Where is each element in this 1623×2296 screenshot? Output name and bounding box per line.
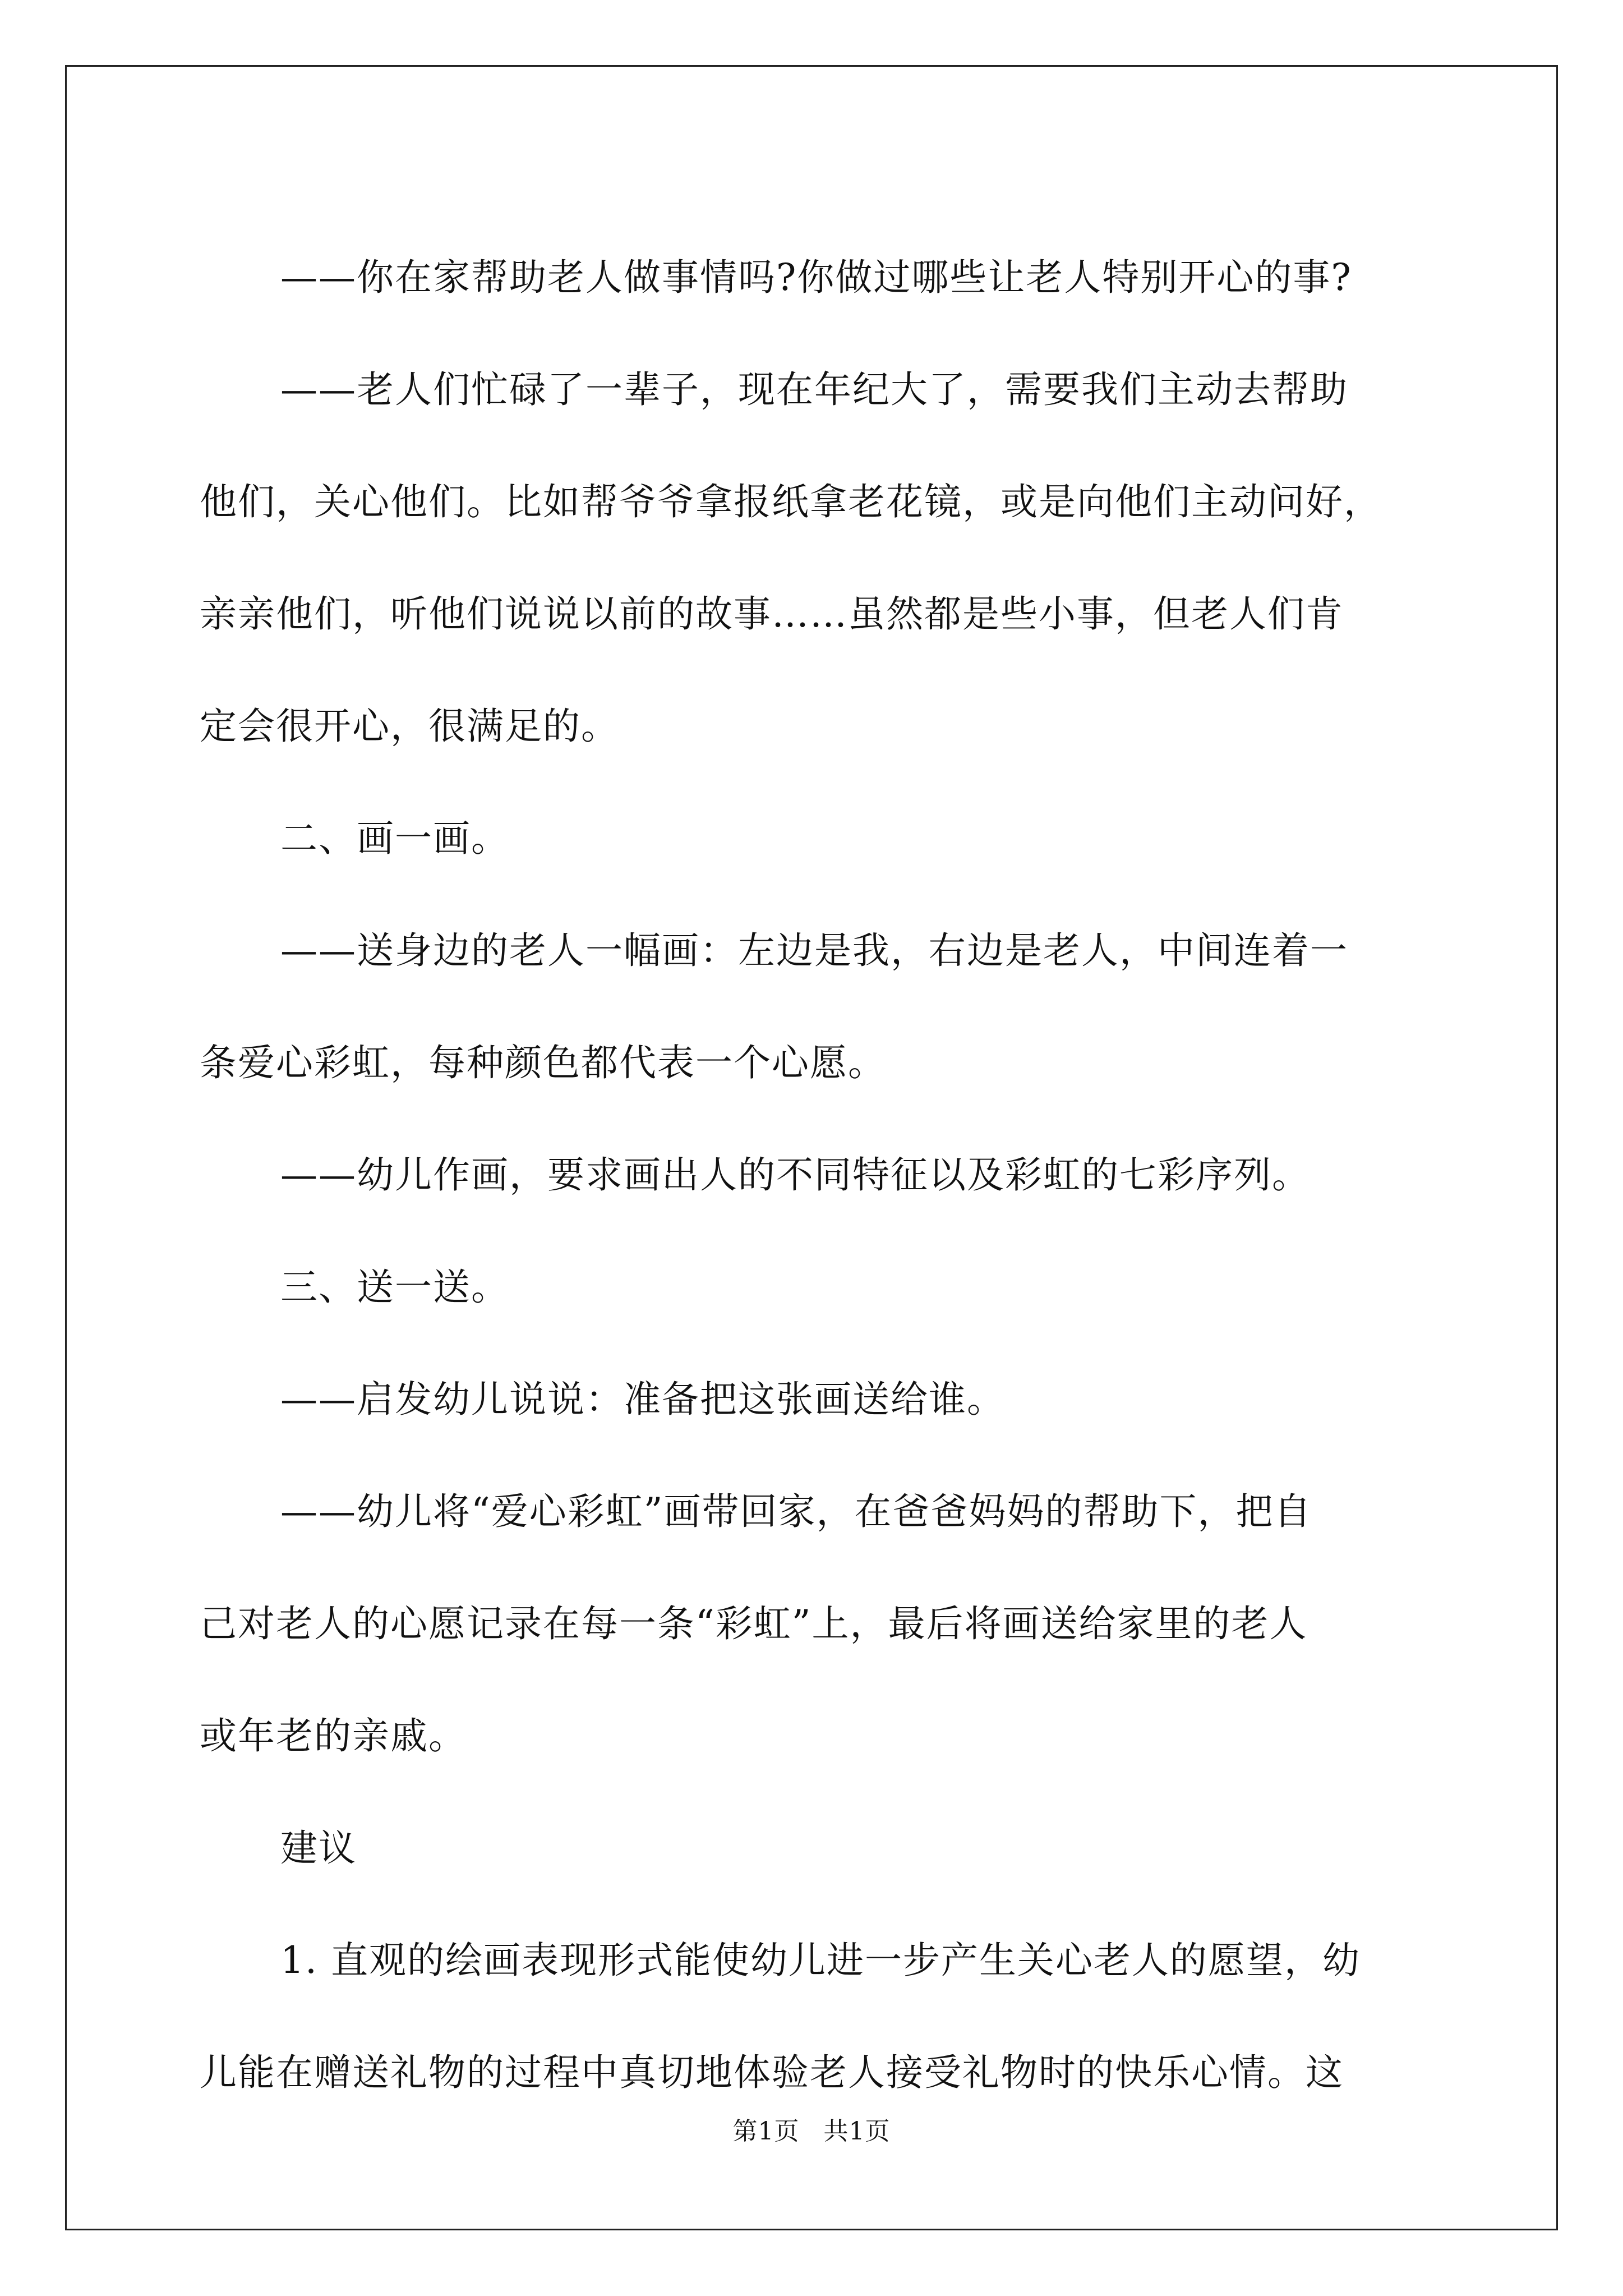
text-line: ——幼儿作画，要求画出人的不同特征以及彩虹的七彩序列。 [280,1153,1310,1197]
section-heading: 建议 [280,1826,357,1870]
text-line: 定会很开心，很满足的。 [200,705,619,748]
text-line: 亲亲他们，听他们说说以前的故事……虽然都是些小事，但老人们肯 [200,592,1344,636]
text-line: ——你在家帮助老人做事情吗?你做过哪些让老人特别开心的事? [280,256,1352,299]
text-line: ——老人们忙碌了一辈子，现在年纪大了，需要我们主动去帮助 [280,368,1348,411]
text-line: 或年老的亲戚。 [200,1714,467,1757]
page-footer [0,2115,1623,2148]
page-total: 共1页 [823,2117,891,2146]
text-line: 条爱心彩虹，每种颜色都代表一个心愿。 [200,1041,886,1084]
text-line: 1. 直观的绘画表现形式能使幼儿进一步产生关心老人的愿望，幼 [280,1939,1361,1982]
text-line: 己对老人的心愿记录在每一条“彩虹”上，最后将画送给家里的老人 [200,1602,1308,1645]
text-line: ——送身边的老人一幅画：左边是我，右边是老人，中间连着一 [280,929,1348,972]
section-heading: 三、送一送。 [280,1266,509,1309]
text-line: ——幼儿将“爱心彩虹”画带回家，在爸爸妈妈的帮助下，把自 [280,1490,1312,1533]
page-current: 第1页 [732,2117,800,2146]
text-line: 他们，关心他们。比如帮爷爷拿报纸拿老花镜，或是向他们主动问好， [200,480,1382,523]
text-line: ——启发幼儿说说：准备把这张画送给谁。 [280,1378,1005,1421]
text-line: 儿能在赠送礼物的过程中真切地体验老人接受礼物时的快乐心情。这 [200,2051,1344,2094]
section-heading: 二、画一画。 [280,817,509,860]
document-body [200,222,1433,2129]
